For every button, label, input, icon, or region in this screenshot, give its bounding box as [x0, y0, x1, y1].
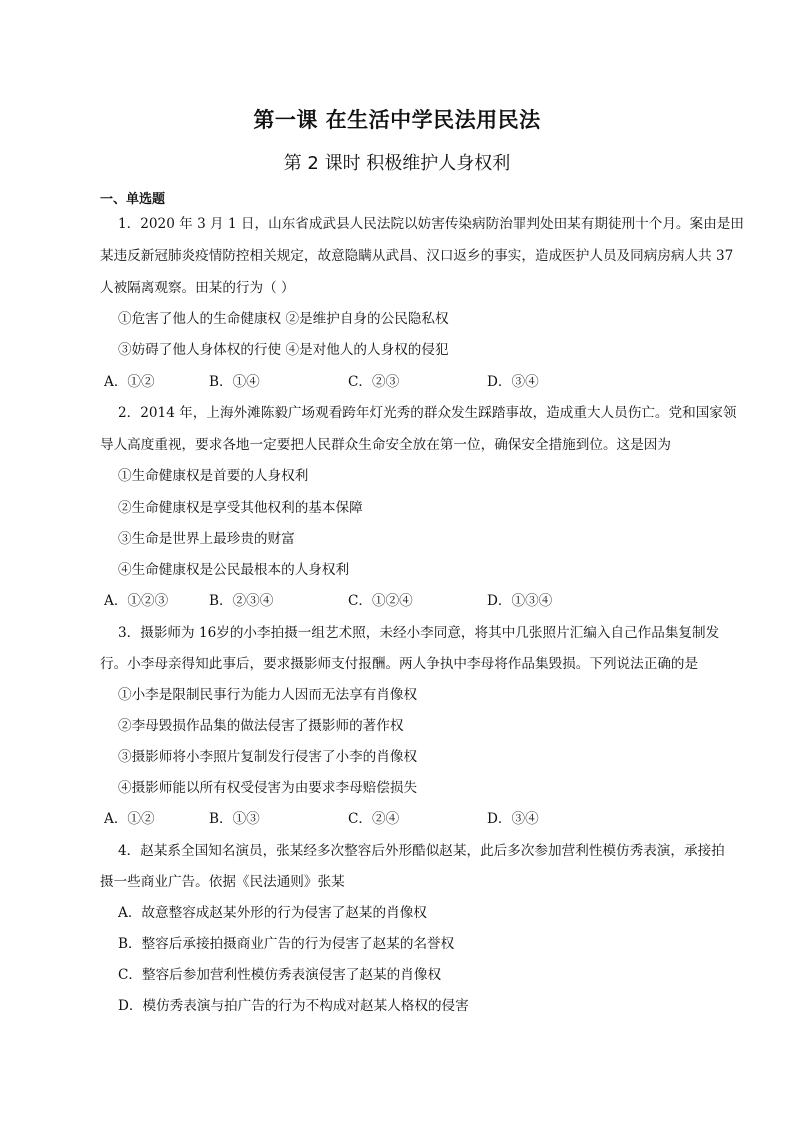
q3-option-line: ②李母毁损作品集的做法侵害了摄影师的著作权	[118, 718, 404, 734]
q4-stem-line-2: 摄一些商业广告。依据《民法通则》张某	[100, 874, 345, 890]
q3-option-line: ③摄影师将小李照片复制发行侵害了小李的肖像权	[118, 749, 418, 765]
q3-answer-a: A．①②	[104, 811, 155, 827]
q3-stem-line-2: 行。小李母亲得知此事后，要求摄影师支付报酬。两人争执中李母将作品集毁损。下列说法正确的是	[100, 656, 699, 672]
q3-answer-d: D．③④	[487, 811, 539, 827]
q2-stem-line-2: 导人高度重视，要求各地一定要把人民群众生命安全放在第一位，确保安全措施到位。这是因为	[100, 437, 671, 453]
q1-answer-c: C．②③	[348, 374, 400, 390]
q4-choice-c: C．整容后参加营利性模仿秀表演侵害了赵某的肖像权	[118, 967, 442, 983]
page-subtitle: 第 2 课时 积极维护人身权利	[283, 153, 511, 174]
q4-choice-d: D．模仿秀表演与拍广告的行为不构成对赵某人格权的侵害	[118, 998, 469, 1014]
q1-stem-line-3: 人被隔离观察。田某的行为（ ）	[100, 280, 295, 296]
q2-answer-d: D．①③④	[487, 593, 553, 609]
q4-stem-line-1: 4．赵某系全国知名演员，张某经多次整容后外形酷似赵某，此后多次参加营利性模仿秀表演，承接拍	[118, 843, 725, 859]
q3-stem-line-1: 3．摄影师为 16岁的小李拍摄一组艺术照，未经小李同意，将其中几张照片汇编入自己作品集复制发	[118, 625, 720, 641]
q2-option-line: ④生命健康权是公民最根本的人身权利	[118, 562, 350, 578]
q2-option-line: ③生命是世界上最珍贵的财富	[118, 531, 295, 547]
q1-option-line: ③妨碍了他人身体权的行使 ④是对他人的人身权的侵犯	[118, 342, 449, 358]
q3-answer-c: C．②④	[348, 811, 400, 827]
q1-answer-b: B．①④	[209, 374, 260, 390]
q3-option-line: ④摄影师能以所有权受侵害为由要求李母赔偿损失	[118, 780, 418, 796]
q2-answer-a: A．①②③	[104, 593, 169, 609]
q1-stem-line-1: 1．2020 年 3 月 1 日，山东省成武县人民法院以妨害传染病防治罪判处田某有期徒刑十个月。案由是田	[118, 216, 744, 232]
q1-stem-line-2: 某违反新冠肺炎疫情防控相关规定，故意隐瞒从武昌、汉口返乡的事实，造成医护人员及同病房病人共 37	[100, 248, 734, 264]
q1-answer-a: A．①②	[104, 374, 155, 390]
page-title: 第一课 在生活中学民法用民法	[253, 108, 541, 132]
q2-answer-b: B．②③④	[209, 593, 274, 609]
q2-option-line: ①生命健康权是首要的人身权利	[118, 468, 309, 484]
q4-choice-a: A．故意整容成赵某外形的行为侵害了赵某的肖像权	[118, 905, 427, 921]
q1-option-line: ①危害了他人的生命健康权 ②是维护自身的公民隐私权	[118, 311, 449, 327]
q2-option-line: ②生命健康权是享受其他权利的基本保障	[118, 500, 363, 516]
q3-answer-b: B．①③	[209, 811, 260, 827]
q4-choice-b: B．整容后承接拍摄商业广告的行为侵害了赵某的名誉权	[118, 936, 455, 952]
q2-answer-c: C．①②④	[348, 593, 413, 609]
q1-answer-d: D．③④	[487, 374, 539, 390]
q2-stem-line-1: 2．2014 年，上海外滩陈毅广场观看跨年灯光秀的群众发生踩踏事故，造成重大人员伤亡。党和国家领	[118, 405, 737, 421]
q3-option-line: ①小李是限制民事行为能力人因而无法享有肖像权	[118, 687, 418, 703]
section-heading: 一、单选题	[100, 192, 166, 207]
